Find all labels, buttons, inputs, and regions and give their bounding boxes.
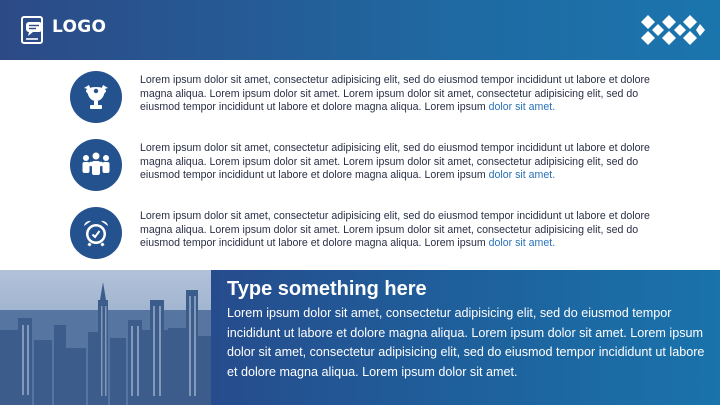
city-skyline-image [0, 270, 211, 405]
document-chat-icon [20, 15, 46, 45]
list-item [0, 68, 720, 134]
trophy-icon [70, 71, 122, 123]
alarm-clock-icon [70, 207, 122, 259]
item-highlight: dolor sit amet. [488, 237, 556, 250]
list-item [0, 136, 720, 202]
item-description [140, 74, 660, 115]
header-bar [0, 0, 720, 60]
bottom-section [0, 270, 720, 405]
panel-title: Type something here [227, 278, 427, 300]
item-description [140, 142, 660, 183]
list-item [0, 204, 720, 270]
item-highlight: dolor sit amet. [488, 169, 556, 182]
feature-list [0, 60, 720, 270]
panel-body: Lorem ipsum dolor sit amet, consectetur adipisicing elit, sed do eiusmod tempor incididunt ut labore et dolore magna aliqua. Lorem ipsum dolor sit amet. Lorem ipsum dolor sit amet, consectetur adipisicing elit, sed do eiusmod tempor incididunt ut labore et dolore magna aliqua. Lorem ipsum dolor sit amet. [227, 306, 705, 379]
logo-text: LOGO [52, 17, 107, 37]
item-text: Lorem ipsum dolor sit amet, consectetur adipisicing elit, sed do eiusmod tempor incididunt ut labore et dolore magna aliqua. Lorem ipsum dolor sit amet. Lorem ipsum dolor sit amet, consectetur adipisicing elit, sed do eiusmod tempor incididunt ut labore et dolore magna aliqua. Lorem ipsum [140, 210, 650, 250]
team-icon [70, 139, 122, 191]
diamond-grid-icon [640, 14, 706, 46]
item-highlight: dolor sit amet. [488, 101, 556, 114]
summary-panel [211, 270, 720, 405]
item-description [140, 210, 660, 251]
item-text: Lorem ipsum dolor sit amet, consectetur adipisicing elit, sed do eiusmod tempor incididunt ut labore et dolore magna aliqua. Lorem ipsum dolor sit amet. Lorem ipsum dolor sit amet, consectetur adipisicing elit, sed do eiusmod tempor incididunt ut labore et dolore magna aliqua. Lorem ipsum [140, 142, 650, 182]
item-text: Lorem ipsum dolor sit amet, consectetur adipisicing elit, sed do eiusmod tempor incididunt ut labore et dolore magna aliqua. Lorem ipsum dolor sit amet. Lorem ipsum dolor sit amet, consectetur adipisicing elit, sed do eiusmod tempor incididunt ut labore et dolore magna aliqua. Lorem ipsum [140, 74, 650, 114]
